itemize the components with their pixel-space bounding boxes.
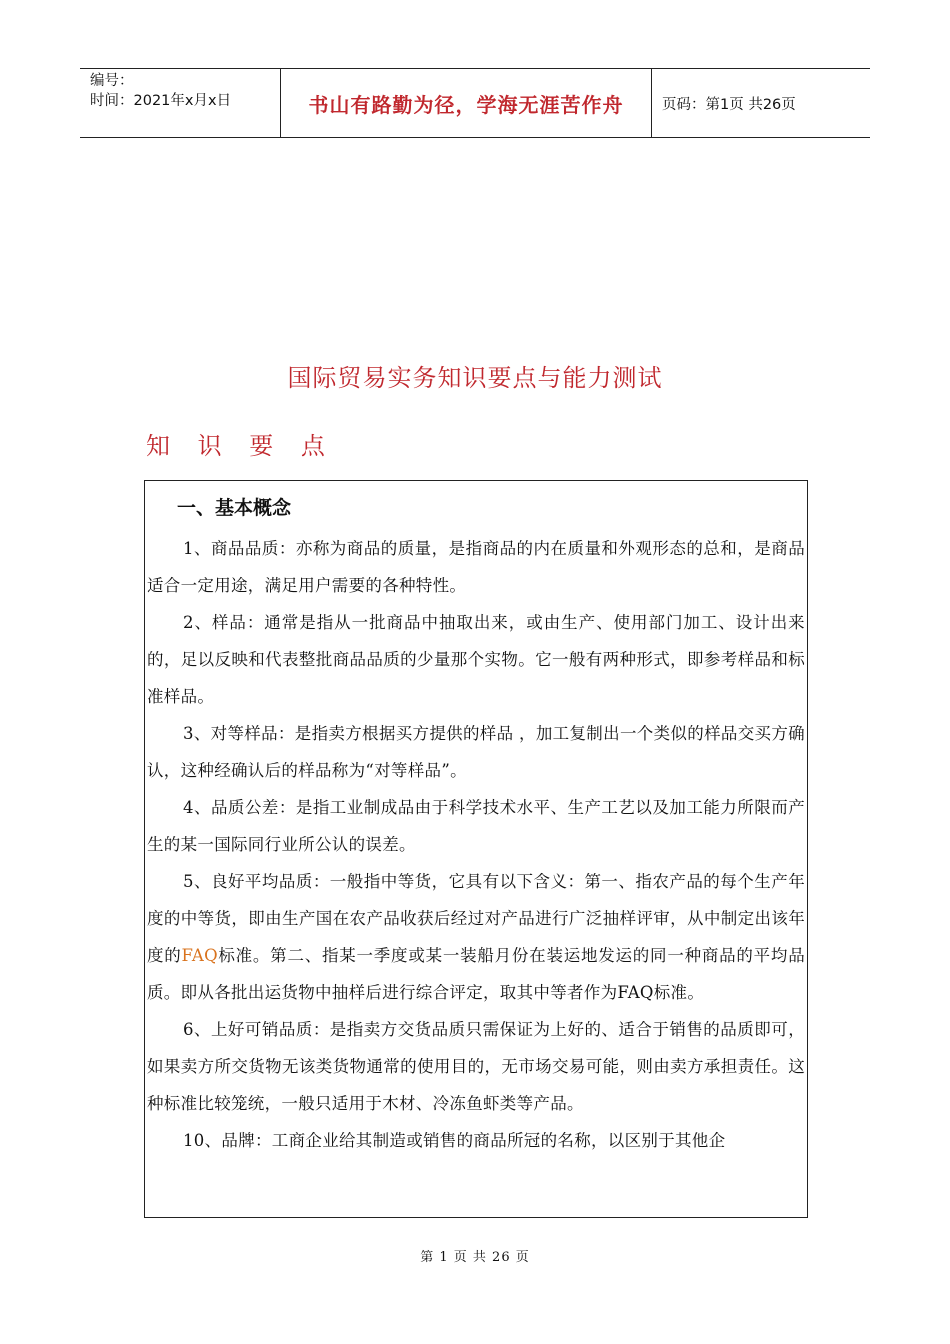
concept-item-3: 3、对等样品：是指卖方根据买方提供的样品 ，加工复制出一个类似的样品交买方确认，这种经确认后的样品称为“对等样品”。 [147,724,805,780]
document-date: 时间：2021年x月x日 [90,93,232,109]
header-motto-cell [280,69,652,137]
concept-item-6: 6、上好可销品质：是指卖方交货品质只需保证为上好的、适合于销售的品质即可，如果卖方所交货物无该类货物通常的使用目的，无市场交易可能，则由卖方承担责任。这种标准比较笼统，一般只适用于木材、冷冻鱼虾类等产品。 [147,1020,805,1113]
document-number: 编号： [90,73,134,89]
concept-item-5-before: 5、良好平均品质：一般指中等货，它具有以下含义：第一、指农产品的每个生产年度的中等货，即由生产国在农产品收获后经过对产品进行广泛抽样评审，从中制定出该年度的 [147,872,805,965]
faq-highlight: FAQ [181,946,218,965]
header-page-info: 页码：第1页 共26页 [662,96,796,113]
section-heading: 知 识 要 点 [146,432,335,460]
document-title: 国际贸易实务知识要点与能力测试 [287,364,663,392]
header-meta [80,69,280,137]
box-heading: 一、基本概念 [177,497,292,519]
concept-item-5-after: 标准。第二、指某一季度或某一装船月份在装运地发运的同一种商品的平均品质。即从各批出运货物中抽样后进行综合评定，取其中等者作为FAQ标准。 [147,946,805,1002]
concept-item-4: 4、品质公差：是指工业制成品由于科学技术水平、生产工艺以及加工能力所限而产生的某一国际同行业所公认的误差。 [147,798,805,854]
concept-item-10: 10、品牌：工商企业给其制造或销售的商品所冠的名称，以区别于其他企 [183,1131,726,1150]
content-box [144,480,808,1218]
header-motto: 书山有路勤为径，学海无涯苦作舟 [308,92,624,117]
page-footer: 第 1 页 共 26 页 [420,1250,530,1265]
concept-item-2: 2、样品：通常是指从一批商品中抽取出来，或由生产、使用部门加工、设计出来的，足以反映和代表整批商品品质的少量那个实物。它一般有两种形式，即参考样品和标准样品。 [147,613,805,706]
page-header [80,68,870,138]
concept-item-5 [147,863,805,1011]
concept-item-1: 1、商品品质：亦称为商品的质量，是指商品的内在质量和外观形态的总和，是商品适合一定用途，满足用户需要的各种特性。 [147,539,805,595]
